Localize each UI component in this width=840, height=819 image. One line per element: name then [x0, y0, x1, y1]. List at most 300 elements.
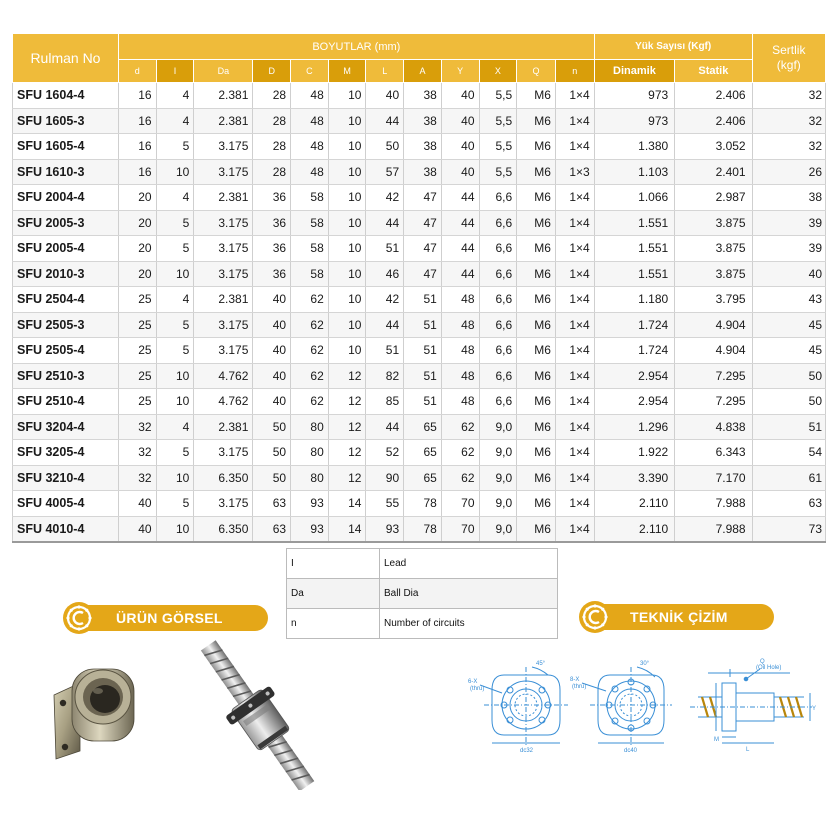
cell-da: 3.175 [194, 261, 253, 287]
cell-lead: 5 [156, 338, 194, 364]
cell-q: M6 [517, 210, 556, 236]
cell-q: M6 [517, 261, 556, 287]
cell-l: 50 [366, 134, 404, 160]
table-row [13, 134, 826, 160]
cell-D: 40 [253, 312, 291, 338]
cell-D: 40 [253, 338, 291, 364]
bearing-logo-icon [576, 600, 616, 634]
cell-lead: 5 [156, 440, 194, 466]
header-col-m: M [328, 60, 366, 83]
cell-hardness: 50 [752, 389, 825, 415]
cell-model: SFU 2010-3 [13, 261, 119, 287]
cell-D: 28 [253, 159, 291, 185]
cell-hardness: 63 [752, 491, 825, 517]
cell-c: 80 [291, 440, 329, 466]
cell-l: 42 [366, 287, 404, 313]
drawing-label: 45° [536, 661, 546, 667]
cell-n: 1×4 [555, 440, 594, 466]
table-row [13, 516, 826, 542]
cell-lead: 10 [156, 465, 194, 491]
cell-n: 1×4 [555, 312, 594, 338]
table-row [13, 108, 826, 134]
cell-D: 36 [253, 210, 291, 236]
cell-m: 10 [328, 312, 366, 338]
cell-n: 1×4 [555, 236, 594, 262]
cell-dynamic: 2.110 [594, 516, 674, 542]
cell-l: 93 [366, 516, 404, 542]
cell-l: 44 [366, 312, 404, 338]
cell-q: M6 [517, 287, 556, 313]
cell-d: 16 [118, 159, 156, 185]
cell-dynamic: 1.551 [594, 261, 674, 287]
table-row [13, 261, 826, 287]
cell-dynamic: 1.180 [594, 287, 674, 313]
cell-l: 90 [366, 465, 404, 491]
cell-m: 10 [328, 83, 366, 109]
cell-y: 62 [441, 414, 479, 440]
cell-q: M6 [517, 491, 556, 517]
cell-m: 10 [328, 159, 366, 185]
cell-n: 1×4 [555, 491, 594, 517]
header-hardness: Sertlik (kgf) [752, 34, 825, 83]
cell-q: M6 [517, 83, 556, 109]
cell-c: 48 [291, 159, 329, 185]
cell-a: 65 [404, 465, 442, 491]
cell-a: 38 [404, 134, 442, 160]
cell-D: 36 [253, 261, 291, 287]
table-row [13, 210, 826, 236]
cell-c: 93 [291, 516, 329, 542]
cell-a: 51 [404, 312, 442, 338]
drawing-label: M [714, 737, 719, 743]
drawing-label: L [746, 747, 750, 753]
legend-symbol: n [287, 609, 380, 639]
cell-n: 1×4 [555, 185, 594, 211]
cell-c: 62 [291, 338, 329, 364]
legend-meaning: Number of circuits [380, 609, 558, 639]
cell-c: 58 [291, 261, 329, 287]
legend-symbol: I [287, 549, 380, 579]
cell-lead: 4 [156, 414, 194, 440]
cell-c: 62 [291, 389, 329, 415]
cell-l: 46 [366, 261, 404, 287]
drawing-label: 6-X [468, 679, 478, 685]
cell-m: 10 [328, 338, 366, 364]
cell-y: 40 [441, 108, 479, 134]
cell-da: 3.175 [194, 210, 253, 236]
cell-l: 51 [366, 236, 404, 262]
cell-hardness: 40 [752, 261, 825, 287]
header-dynamic: Dinamik [594, 60, 674, 83]
cell-d: 20 [118, 210, 156, 236]
bearing-logo-icon [60, 601, 100, 635]
cell-static: 3.052 [675, 134, 752, 160]
cell-n: 1×4 [555, 134, 594, 160]
cell-x: 6,6 [479, 363, 517, 389]
technical-drawing-title: TEKNİK ÇİZİM [590, 604, 774, 630]
cell-static: 7.988 [675, 491, 752, 517]
cell-n: 1×3 [555, 159, 594, 185]
cell-static: 7.170 [675, 465, 752, 491]
cell-D: 50 [253, 414, 291, 440]
header-dimensions: BOYUTLAR (mm) [118, 34, 594, 60]
cell-a: 65 [404, 440, 442, 466]
cell-hardness: 73 [752, 516, 825, 542]
cell-m: 10 [328, 108, 366, 134]
cell-d: 20 [118, 185, 156, 211]
cell-dynamic: 1.296 [594, 414, 674, 440]
cell-a: 65 [404, 414, 442, 440]
header-col-n: n [555, 60, 594, 83]
header-col-a: A [404, 60, 442, 83]
cell-m: 10 [328, 210, 366, 236]
cell-da: 2.381 [194, 414, 253, 440]
cell-hardness: 43 [752, 287, 825, 313]
cell-q: M6 [517, 134, 556, 160]
cell-a: 47 [404, 185, 442, 211]
cell-d: 20 [118, 261, 156, 287]
header-col-D: D [253, 60, 291, 83]
cell-n: 1×4 [555, 414, 594, 440]
cell-model: SFU 3205-4 [13, 440, 119, 466]
header-col-q: Q [517, 60, 556, 83]
cell-da: 3.175 [194, 491, 253, 517]
cell-m: 10 [328, 236, 366, 262]
cell-dynamic: 1.380 [594, 134, 674, 160]
cell-x: 6,6 [479, 210, 517, 236]
cell-static: 4.838 [675, 414, 752, 440]
cell-n: 1×4 [555, 83, 594, 109]
cell-q: M6 [517, 108, 556, 134]
cell-da: 6.350 [194, 465, 253, 491]
cell-a: 78 [404, 491, 442, 517]
cell-l: 44 [366, 210, 404, 236]
cell-hardness: 61 [752, 465, 825, 491]
cell-q: M6 [517, 159, 556, 185]
cell-y: 44 [441, 236, 479, 262]
cell-d: 25 [118, 338, 156, 364]
technical-drawing-badge [576, 600, 774, 634]
cell-y: 70 [441, 516, 479, 542]
legend-meaning: Ball Dia [380, 579, 558, 609]
cell-q: M6 [517, 312, 556, 338]
cell-da: 2.381 [194, 108, 253, 134]
cell-m: 10 [328, 134, 366, 160]
cell-model: SFU 4010-4 [13, 516, 119, 542]
cell-m: 12 [328, 414, 366, 440]
cell-x: 6,6 [479, 312, 517, 338]
cell-x: 5,5 [479, 83, 517, 109]
cell-c: 58 [291, 185, 329, 211]
cell-m: 10 [328, 287, 366, 313]
cell-D: 36 [253, 236, 291, 262]
table-row [13, 414, 826, 440]
cell-d: 32 [118, 440, 156, 466]
cell-l: 55 [366, 491, 404, 517]
cell-da: 6.350 [194, 516, 253, 542]
cell-q: M6 [517, 363, 556, 389]
cell-y: 40 [441, 134, 479, 160]
cell-y: 48 [441, 338, 479, 364]
cell-static: 7.295 [675, 363, 752, 389]
cell-dynamic: 1.922 [594, 440, 674, 466]
cell-q: M6 [517, 516, 556, 542]
cell-model: SFU 2005-4 [13, 236, 119, 262]
cell-static: 3.875 [675, 210, 752, 236]
cell-dynamic: 1.103 [594, 159, 674, 185]
table-row [13, 491, 826, 517]
cell-y: 40 [441, 83, 479, 109]
cell-model: SFU 2510-3 [13, 363, 119, 389]
cell-m: 14 [328, 516, 366, 542]
drawing-label: dc40 [624, 748, 638, 754]
cell-c: 62 [291, 363, 329, 389]
cell-q: M6 [517, 185, 556, 211]
cell-a: 51 [404, 389, 442, 415]
cell-m: 12 [328, 363, 366, 389]
cell-a: 47 [404, 236, 442, 262]
cell-hardness: 26 [752, 159, 825, 185]
table-row [13, 465, 826, 491]
cell-da: 2.381 [194, 287, 253, 313]
header-col-da: Da [194, 60, 253, 83]
cell-y: 48 [441, 312, 479, 338]
cell-model: SFU 2505-4 [13, 338, 119, 364]
cell-d: 16 [118, 108, 156, 134]
cell-n: 1×4 [555, 210, 594, 236]
cell-l: 85 [366, 389, 404, 415]
cell-D: 50 [253, 465, 291, 491]
cell-da: 3.175 [194, 159, 253, 185]
cell-a: 38 [404, 83, 442, 109]
cell-d: 40 [118, 516, 156, 542]
cell-q: M6 [517, 440, 556, 466]
cell-n: 1×4 [555, 516, 594, 542]
cell-d: 25 [118, 363, 156, 389]
header-col-lead: I [156, 60, 194, 83]
cell-static: 3.795 [675, 287, 752, 313]
cell-y: 70 [441, 491, 479, 517]
cell-d: 32 [118, 414, 156, 440]
cell-m: 10 [328, 185, 366, 211]
cell-d: 25 [118, 389, 156, 415]
spec-table-body [13, 83, 826, 542]
product-image-badge [60, 601, 268, 635]
cell-m: 12 [328, 440, 366, 466]
legend-meaning: Lead [380, 549, 558, 579]
cell-dynamic: 1.724 [594, 312, 674, 338]
drawing-label: (thru) [470, 686, 485, 692]
drawing-label: 30° [640, 661, 650, 667]
cell-x: 5,5 [479, 108, 517, 134]
drawing-label: Q [760, 659, 765, 665]
cell-m: 14 [328, 491, 366, 517]
cell-model: SFU 2510-4 [13, 389, 119, 415]
cell-D: 63 [253, 516, 291, 542]
cell-lead: 5 [156, 210, 194, 236]
cell-static: 7.988 [675, 516, 752, 542]
header-model: Rulman No [13, 34, 119, 83]
table-row [13, 389, 826, 415]
legend-symbol: Da [287, 579, 380, 609]
cell-q: M6 [517, 236, 556, 262]
cell-model: SFU 2505-3 [13, 312, 119, 338]
cell-d: 40 [118, 491, 156, 517]
drawing-label: dc32 [520, 748, 534, 754]
cell-dynamic: 1.551 [594, 236, 674, 262]
cell-hardness: 51 [752, 414, 825, 440]
cell-d: 16 [118, 83, 156, 109]
cell-y: 44 [441, 185, 479, 211]
cell-l: 44 [366, 414, 404, 440]
cell-y: 44 [441, 210, 479, 236]
cell-c: 93 [291, 491, 329, 517]
cell-n: 1×4 [555, 363, 594, 389]
header-col-y: Y [441, 60, 479, 83]
cell-da: 2.381 [194, 185, 253, 211]
cell-n: 1×4 [555, 108, 594, 134]
cell-model: SFU 2005-3 [13, 210, 119, 236]
cell-da: 4.762 [194, 363, 253, 389]
header-static: Statik [675, 60, 752, 83]
cell-n: 1×4 [555, 261, 594, 287]
table-row [13, 159, 826, 185]
cell-q: M6 [517, 338, 556, 364]
cell-q: M6 [517, 414, 556, 440]
cell-dynamic: 3.390 [594, 465, 674, 491]
cell-hardness: 45 [752, 338, 825, 364]
cell-lead: 5 [156, 236, 194, 262]
cell-l: 44 [366, 108, 404, 134]
cell-x: 9,0 [479, 491, 517, 517]
cell-lead: 10 [156, 363, 194, 389]
cell-da: 4.762 [194, 389, 253, 415]
cell-x: 6,6 [479, 389, 517, 415]
table-row [13, 236, 826, 262]
table-row [13, 185, 826, 211]
cell-a: 38 [404, 159, 442, 185]
cell-d: 32 [118, 465, 156, 491]
cell-model: SFU 3204-4 [13, 414, 119, 440]
cell-n: 1×4 [555, 389, 594, 415]
cell-d: 25 [118, 312, 156, 338]
cell-x: 5,5 [479, 159, 517, 185]
cell-l: 51 [366, 338, 404, 364]
cell-da: 3.175 [194, 236, 253, 262]
cell-l: 42 [366, 185, 404, 211]
cell-y: 62 [441, 465, 479, 491]
cell-model: SFU 3210-4 [13, 465, 119, 491]
cell-dynamic: 1.724 [594, 338, 674, 364]
cell-hardness: 38 [752, 185, 825, 211]
cell-dynamic: 2.954 [594, 363, 674, 389]
table-row [13, 287, 826, 313]
cell-x: 9,0 [479, 414, 517, 440]
spec-table [12, 33, 826, 543]
cell-D: 40 [253, 287, 291, 313]
cell-dynamic: 1.066 [594, 185, 674, 211]
cell-c: 48 [291, 108, 329, 134]
cell-y: 48 [441, 363, 479, 389]
cell-dynamic: 1.551 [594, 210, 674, 236]
cell-lead: 4 [156, 108, 194, 134]
cell-D: 36 [253, 185, 291, 211]
cell-lead: 4 [156, 185, 194, 211]
cell-y: 48 [441, 287, 479, 313]
cell-y: 44 [441, 261, 479, 287]
cell-dynamic: 973 [594, 108, 674, 134]
cell-da: 3.175 [194, 440, 253, 466]
cell-static: 4.904 [675, 338, 752, 364]
cell-x: 6,6 [479, 338, 517, 364]
header-col-x: X [479, 60, 517, 83]
cell-lead: 4 [156, 287, 194, 313]
cell-static: 3.875 [675, 236, 752, 262]
cell-static: 3.875 [675, 261, 752, 287]
cell-a: 51 [404, 363, 442, 389]
table-row [13, 338, 826, 364]
cell-n: 1×4 [555, 465, 594, 491]
table-row [13, 440, 826, 466]
header-col-d: d [118, 60, 156, 83]
cell-static: 6.343 [675, 440, 752, 466]
ball-screw-photo [190, 640, 325, 790]
cell-static: 7.295 [675, 389, 752, 415]
cell-D: 63 [253, 491, 291, 517]
cell-static: 2.406 [675, 83, 752, 109]
cell-da: 3.175 [194, 338, 253, 364]
cell-model: SFU 2004-4 [13, 185, 119, 211]
cell-l: 52 [366, 440, 404, 466]
table-row [13, 312, 826, 338]
cell-y: 48 [441, 389, 479, 415]
header-col-l: L [366, 60, 404, 83]
cell-d: 25 [118, 287, 156, 313]
cell-x: 9,0 [479, 465, 517, 491]
cell-q: M6 [517, 389, 556, 415]
legend-row [287, 549, 558, 579]
side-view [690, 669, 812, 743]
technical-drawing [460, 655, 830, 755]
cell-lead: 4 [156, 83, 194, 109]
cell-model: SFU 2504-4 [13, 287, 119, 313]
cell-c: 80 [291, 414, 329, 440]
cell-lead: 10 [156, 261, 194, 287]
table-row [13, 83, 826, 109]
cell-d: 20 [118, 236, 156, 262]
cell-lead: 5 [156, 134, 194, 160]
cell-a: 78 [404, 516, 442, 542]
cell-l: 57 [366, 159, 404, 185]
cell-x: 6,6 [479, 185, 517, 211]
cell-D: 40 [253, 363, 291, 389]
cell-hardness: 32 [752, 108, 825, 134]
cell-model: SFU 4005-4 [13, 491, 119, 517]
drawing-label: 8-X [570, 677, 580, 683]
cell-d: 16 [118, 134, 156, 160]
cell-c: 62 [291, 312, 329, 338]
cell-da: 3.175 [194, 312, 253, 338]
cell-hardness: 32 [752, 134, 825, 160]
drawing-label: (thru) [572, 684, 587, 690]
drawing-label: (Oil Hole) [756, 665, 782, 671]
cell-hardness: 39 [752, 210, 825, 236]
cell-hardness: 50 [752, 363, 825, 389]
header-col-c: C [291, 60, 329, 83]
cell-x: 6,6 [479, 287, 517, 313]
product-image-title: ÜRÜN GÖRSEL [74, 605, 268, 631]
cell-n: 1×4 [555, 338, 594, 364]
